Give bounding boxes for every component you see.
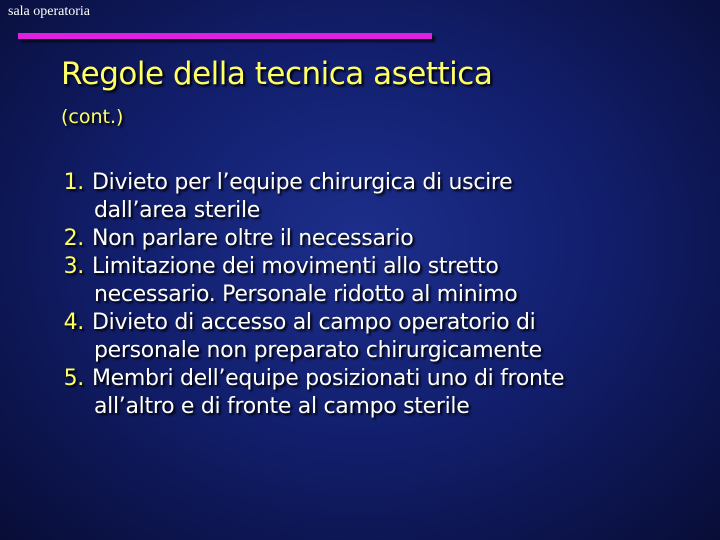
rules-list xyxy=(6,169,706,421)
item-number: 3. xyxy=(63,254,84,279)
item-text xyxy=(86,309,692,365)
item-text xyxy=(86,253,692,309)
item-line: Divieto di accesso al campo operatorio di xyxy=(92,310,536,335)
list-item xyxy=(6,253,706,309)
item-line: necessario. Personale ridotto al minimo xyxy=(94,282,518,307)
item-text xyxy=(86,169,692,225)
item-number: 2. xyxy=(63,226,84,251)
accent-bar xyxy=(18,33,432,39)
item-line: personale non preparato chirurgicamente xyxy=(94,338,542,363)
item-text xyxy=(86,225,692,253)
item-line: all’altro e di fronte al campo sterile xyxy=(94,394,470,419)
list-item xyxy=(6,169,706,225)
item-text xyxy=(86,365,692,421)
item-line: Divieto per l’equipe chirurgica di uscire xyxy=(92,170,513,195)
slide-subtitle: (cont.) xyxy=(61,106,124,128)
item-number: 4. xyxy=(63,310,84,335)
header-label: sala operatoria xyxy=(8,4,91,19)
list-item xyxy=(6,365,706,421)
item-number: 1. xyxy=(63,170,84,195)
item-number: 5. xyxy=(63,366,84,391)
slide-title: Regole della tecnica asettica xyxy=(61,56,493,92)
item-line: Limitazione dei movimenti allo stretto xyxy=(92,254,499,279)
list-item xyxy=(6,225,706,253)
item-line: dall’area sterile xyxy=(94,198,261,223)
list-item xyxy=(6,309,706,365)
item-line: Non parlare oltre il necessario xyxy=(92,226,414,251)
item-line: Membri dell’equipe posizionati uno di fronte xyxy=(92,366,565,391)
